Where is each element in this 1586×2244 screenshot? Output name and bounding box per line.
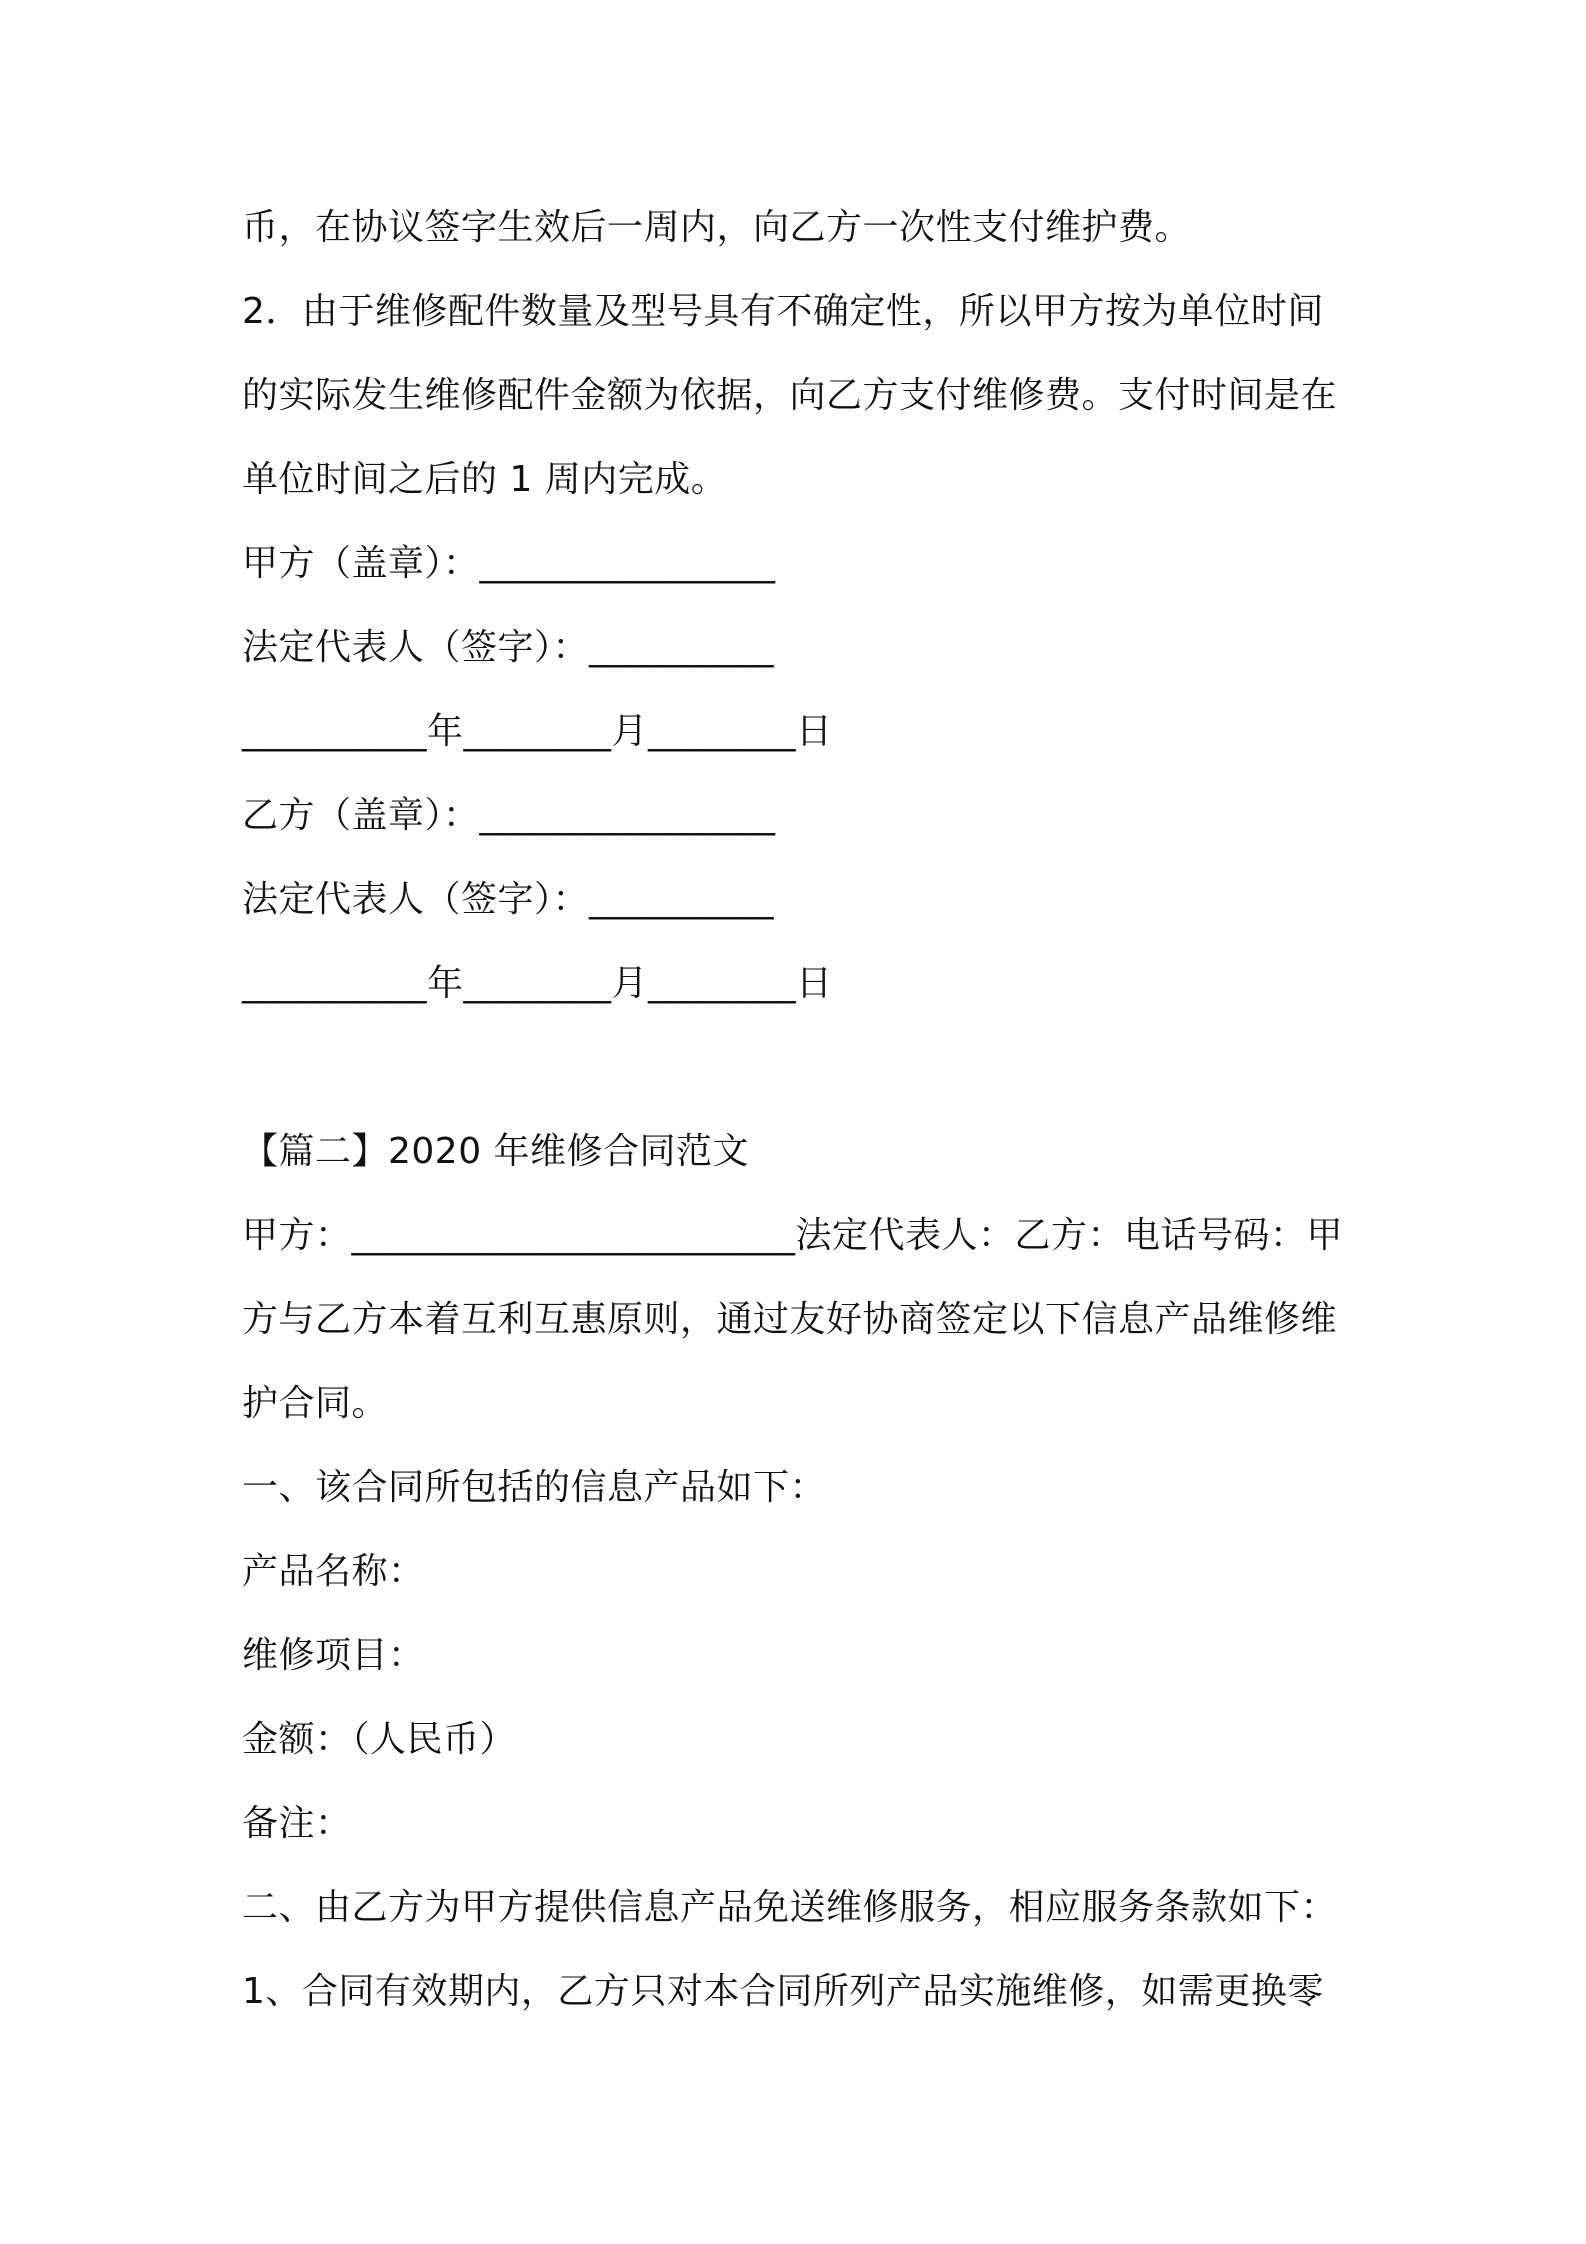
paragraph-line: 1、合同有效期内，乙方只对本合同所列产品实施维修，如需更换零 — [242, 1971, 1324, 2012]
field-label: 维修项目： — [242, 1635, 425, 1676]
signature-party-b-representative: 法定代表人（签字）：__________ — [242, 879, 775, 920]
field-label: 备注： — [242, 1803, 352, 1844]
paragraph-line: 护合同。 — [242, 1383, 389, 1424]
paragraph-line: 币，在协议签字生效后一周内，向乙方一次性支付维护费。 — [242, 207, 1192, 248]
section-heading: 【篇二】2020 年维修合同范文 — [242, 1131, 750, 1172]
paragraph-line: 2．由于维修配件数量及型号具有不确定性，所以甲方按为单位时间 — [242, 291, 1324, 332]
signature-party-a-date: __________年________月________日 — [242, 711, 833, 752]
field-label: 金额：（人民币） — [242, 1719, 517, 1760]
clause-heading: 二、由乙方为甲方提供信息产品免送维修服务，相应服务条款如下： — [242, 1887, 1338, 1928]
paragraph-line: 的实际发生维修配件金额为依据，向乙方支付维修费。支付时间是在 — [242, 375, 1338, 416]
clause-heading: 一、该合同所包括的信息产品如下： — [242, 1467, 827, 1508]
paragraph-line: 甲方：________________________法定代表人：乙方：电话号码：甲 — [242, 1215, 1344, 1256]
paragraph-line: 方与乙方本着互利互惠原则，通过友好协商签定以下信息产品维修维 — [242, 1299, 1338, 1340]
field-label: 产品名称： — [242, 1551, 425, 1592]
signature-party-b-seal: 乙方（盖章）：________________ — [242, 795, 776, 836]
signature-party-a-seal: 甲方（盖章）：________________ — [242, 543, 776, 584]
signature-party-a-representative: 法定代表人（签字）：__________ — [242, 627, 775, 668]
signature-party-b-date: __________年________月________日 — [242, 963, 833, 1004]
paragraph-line: 单位时间之后的 1 周内完成。 — [242, 459, 728, 500]
